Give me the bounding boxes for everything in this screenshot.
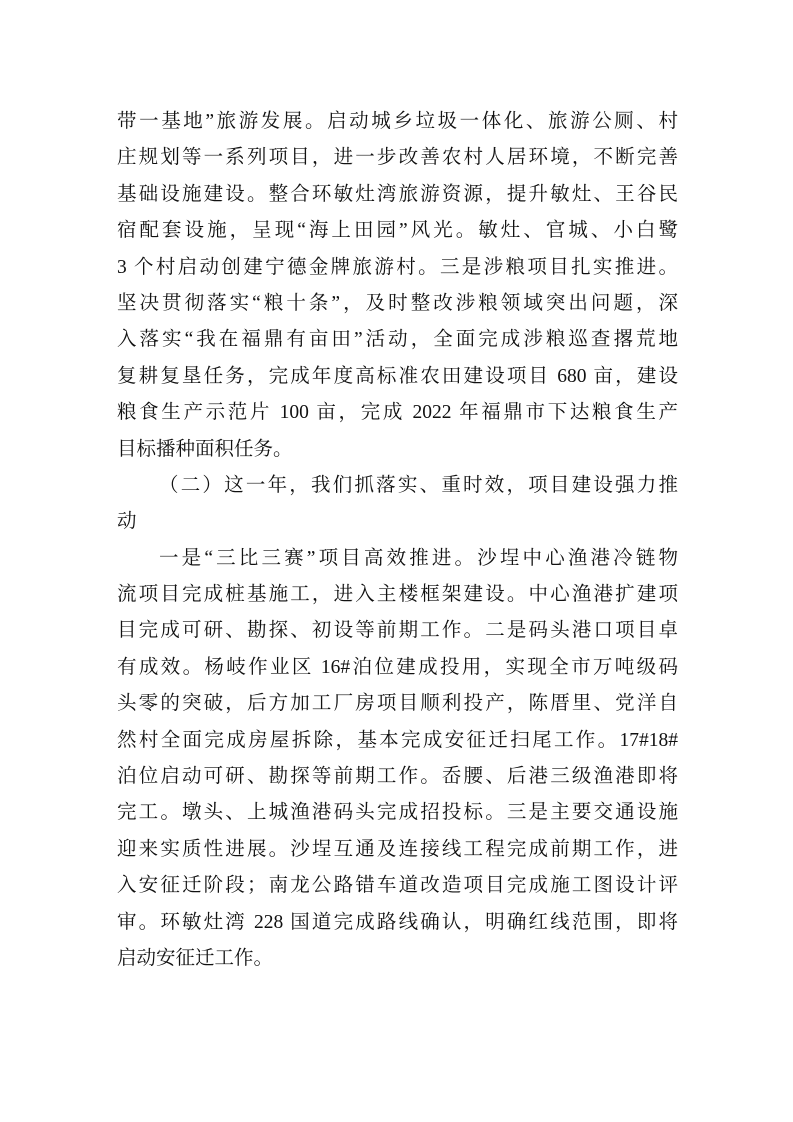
text-line: 审。环敏灶湾 228 国道完成路线确认，明确红线范围，即将 xyxy=(117,911,678,933)
text-line: 目完成可研、勘探、初设等前期工作。二是码头港口项目卓 xyxy=(117,620,678,642)
paragraph-tourism-grain xyxy=(117,104,678,468)
text-line: 坚决贯彻落实“粮十条”，及时整改涉粮领域突出问题，深 xyxy=(117,292,678,314)
heading-line: （二）这一年，我们抓落实、重时效，项目建设强力推 xyxy=(159,474,678,496)
text-line: 启动安征迁工作。 xyxy=(117,947,274,969)
text-line: 入安征迁阶段；南龙公路错车道改造项目完成施工图设计评 xyxy=(117,875,678,897)
text-line: 3 个村启动创建宁德金牌旅游村。三是涉粮项目扎实推进。 xyxy=(117,256,678,278)
text-line: 庄规划等一系列项目，进一步改善农村人居环境，不断完善 xyxy=(117,147,678,169)
text-line: 带一基地”旅游发展。启动城乡垃圾一体化、旅游公厕、村 xyxy=(117,111,678,132)
text-line: 一是“三比三赛”项目高效推进。沙埕中心渔港冷链物 xyxy=(159,547,678,569)
text-line: 宿配套设施，呈现“海上田园”风光。敏灶、官城、小白鹭 xyxy=(117,220,678,242)
text-line: 目标播种面积任务。 xyxy=(117,438,293,460)
text-line: 泊位启动可研、勘探等前期工作。岙腰、后港三级渔港即将 xyxy=(117,766,678,788)
text-line: 流项目完成桩基施工，进入主楼框架建设。中心渔港扩建项 xyxy=(117,584,678,606)
heading-line: 动 xyxy=(117,511,137,533)
text-line: 完工。墩头、上城渔港码头完成招投标。三是主要交通设施 xyxy=(117,802,678,824)
text-line: 复耕复垦任务，完成年度高标准农田建设项目 680 亩，建设 xyxy=(117,365,678,387)
section-heading xyxy=(117,468,678,541)
text-line: 基础设施建设。整合环敏灶湾旅游资源，提升敏灶、王谷民 xyxy=(117,183,678,205)
text-line: 入落实“我在福鼎有亩田”活动，全面完成涉粮巡查撂荒地 xyxy=(117,329,678,351)
text-line: 有成效。杨岐作业区 16#泊位建成投用，实现全市万吨级码 xyxy=(117,656,678,678)
text-line: 粮食生产示范片 100 亩，完成 2022 年福鼎市下达粮食生产 xyxy=(117,402,678,424)
paragraph-projects xyxy=(117,541,678,978)
document-page xyxy=(117,104,678,977)
text-line: 迎来实质性进展。沙埕互通及连接线工程完成前期工作，进 xyxy=(117,838,678,860)
text-line: 然村全面完成房屋拆除，基本完成安征迁扫尾工作。17#18# xyxy=(117,729,678,751)
text-line: 头零的突破，后方加工厂房项目顺利投产，陈厝里、党洋自 xyxy=(117,693,678,715)
